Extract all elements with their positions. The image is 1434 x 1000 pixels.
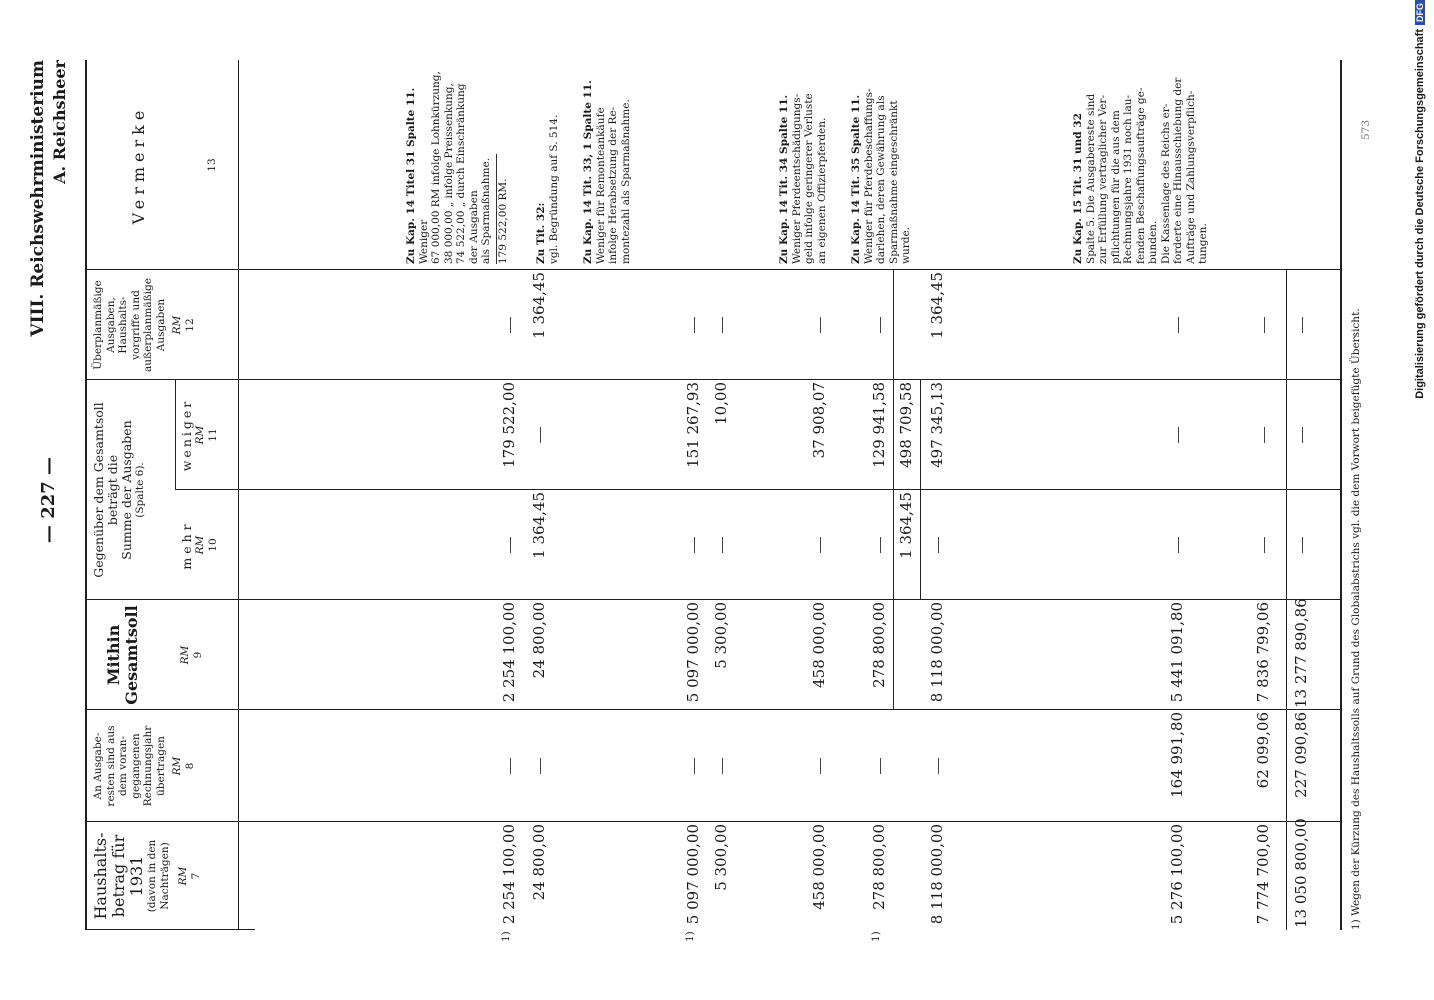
cell-col11 <box>1178 427 1179 443</box>
cell-col10 <box>694 537 695 553</box>
table-left-edge <box>85 929 255 930</box>
page-number: — 227 — <box>38 456 59 544</box>
cell-col10 <box>938 537 939 553</box>
group-sub-rule <box>175 380 176 490</box>
cell-col10 <box>722 537 723 553</box>
cell-col12 <box>1178 317 1179 333</box>
remark-kap14-tit34: Zu Kap. 14 Tit. 34 Spalte 11. Weniger Pferdeentschädigungs- geld infolge geringerer Verluste an eigenen Offizierpferden. <box>778 93 828 264</box>
cell-col8: 62 099,06 <box>1254 712 1272 789</box>
total-col11 <box>1302 427 1303 443</box>
section-title: A. Reichsheer <box>50 60 69 184</box>
cell-col9: 5 097 000,00 <box>684 602 702 703</box>
table-bottom-rule <box>1340 60 1342 930</box>
header-group: Gegenüber dem Gesamtsoll beträgt die Summe der Ausgaben (Spalte 6). <box>91 402 146 578</box>
cell-col8 <box>722 758 723 774</box>
cell-col10 <box>880 537 881 553</box>
remark-tit32: Zu Tit. 32: vgl. Begründung auf S. 514. <box>535 114 560 264</box>
cell-col11: 129 941,58 <box>870 382 888 468</box>
subtotal-rule-2 <box>920 380 921 600</box>
cell-col9: 5 441 091,80 <box>1168 602 1186 703</box>
total-rule <box>1286 270 1287 930</box>
cell-col12 <box>1264 317 1265 333</box>
remark-kap14-tit31: Zu Kap. 14 Titel 31 Spalte 11. Weniger 67 000,00 RM infolge Lohnkürzung, 38 000,00 „ infolge Preissenkung, 74 522,00 „ durch Einschränkung der Ausgaben als Sparmaßnahme. 179 522,00 RM. <box>405 71 509 264</box>
cell-col10 <box>510 537 511 553</box>
cell-col9: 278 800,00 <box>870 602 888 688</box>
cell-col12: 1 364,45 <box>928 272 946 339</box>
cell-col11: 179 522,00 <box>500 382 518 468</box>
col-divider <box>175 489 1340 490</box>
header-col11: weniger RM 11 <box>179 398 219 472</box>
cell-col9: 458 000,00 <box>810 602 828 688</box>
col-divider <box>85 269 1340 270</box>
cell-col8 <box>694 758 695 774</box>
footnote-mark: 1) <box>870 931 882 942</box>
cell-col7: 2 254 100,00 <box>500 824 518 925</box>
cell-col8 <box>540 758 541 774</box>
cell-col12 <box>694 317 695 333</box>
cell-col7: 278 800,00 <box>870 824 888 910</box>
cell-col9: 5 300,00 <box>712 602 730 669</box>
dfg-logo: DFG <box>1415 0 1425 25</box>
col-divider <box>85 599 1340 600</box>
cell-col7: 5 097 000,00 <box>684 824 702 925</box>
subtotal-col11: 498 709,58 <box>897 382 915 468</box>
cell-col11: 151 267,93 <box>684 382 702 468</box>
cell-col11 <box>1264 427 1265 443</box>
total-col10 <box>1302 537 1303 553</box>
cell-col11 <box>540 427 541 443</box>
total-col7: 13 050 800,00 <box>1292 818 1310 928</box>
header-col13: Vermerke 13 <box>129 105 218 225</box>
cell-col7: 7 774 700,00 <box>1254 824 1272 925</box>
col-divider <box>85 709 1340 710</box>
header-col8: An Ausgabe- resten sind aus dem voran- gegangenen Rechnungsjahr übertragen RM 8 <box>92 725 196 807</box>
cell-col10 <box>1178 537 1179 553</box>
chapter-title: VIII. Reichswehrministerium <box>28 60 48 337</box>
col-divider <box>85 379 1340 380</box>
cell-col8 <box>880 758 881 774</box>
digitization-credit: Digitalisierung gefördert durch die Deutsche ForschungsgemeinschaftDFG <box>1414 0 1426 990</box>
total-col8: 227 090,86 <box>1292 712 1310 798</box>
cell-col9: 8 118 000,00 <box>928 602 946 703</box>
cell-col11: 37 908,07 <box>810 382 828 459</box>
total-col9: 13 277 890,86 <box>1292 598 1310 708</box>
cell-col9: 7 836 799,06 <box>1254 602 1272 703</box>
cell-col7: 8 118 000,00 <box>928 824 946 925</box>
cell-col12 <box>722 317 723 333</box>
cell-col7: 24 800,00 <box>530 824 548 901</box>
remark-kap14-tit35: Zu Kap. 14 Tit. 35 Spalte 11. Weniger für Pferdebeschaffungs- darlehen, deren Gewährung als Sparmaßnahme eingeschränkt wurde. <box>850 88 912 264</box>
header-col9: Mithin Gesamtsoll RM 9 <box>104 605 204 705</box>
cell-col7: 458 000,00 <box>810 824 828 910</box>
cell-col9: 2 254 100,00 <box>500 602 518 703</box>
cell-col7: 5 300,00 <box>712 824 730 891</box>
cell-col10 <box>820 537 821 553</box>
cell-col10: 1 364,45 <box>530 492 548 559</box>
subtotal-rule <box>893 270 894 710</box>
cell-col8: 164 991,80 <box>1168 712 1186 798</box>
header-bottom-rule <box>238 60 239 930</box>
header-col10: mehr RM 10 <box>179 520 219 570</box>
cell-col9: 24 800,00 <box>530 602 548 679</box>
cell-col10 <box>1264 537 1265 553</box>
cell-col8 <box>820 758 821 774</box>
cell-col7: 5 276 100,00 <box>1168 824 1186 925</box>
header-col12: Überplanmäßige Ausgaben, Haushalts- vorgriffe und außerplanmäßige Ausgaben RM 12 <box>92 278 196 372</box>
cell-col11: 497 345,13 <box>928 382 946 468</box>
header-col7: Haushalts- betrag für 1931 (davon in den Nachträgen) RM 7 <box>91 832 202 920</box>
footnote: 1) Wegen der Kürzung des Haushaltssolls auf Grund des Globalabstrichs vgl. die dem Vorwort beigefügte Übersicht. <box>1350 308 1362 930</box>
remark-kap15-tit31-32: Zu Kap. 15 Tit. 31 und 32 Spalte 5. Die Ausgabereste sind zur Erfüllung vertraglicher Ver- pflichtungen für die aus dem Rechnungsjahre 1931 noch lau- fenden Beschaffungsaufträge ge- bunden. Die Kassenlage des Reichs er- forderte eine Hinausschiebung der Aufträge und Zahlungsverpflich- tungen. <box>1072 77 1209 264</box>
total-col12 <box>1302 317 1303 333</box>
cell-col8 <box>938 758 939 774</box>
subtotal-col10: 1 364,45 <box>897 492 915 559</box>
cell-col12 <box>510 317 511 333</box>
cell-col11: 10,00 <box>712 382 730 425</box>
table-top-rule <box>85 60 87 930</box>
footnote-mark: 1) <box>684 931 696 942</box>
cell-col12 <box>820 317 821 333</box>
cell-col12 <box>880 317 881 333</box>
col-divider <box>85 821 1340 822</box>
page-stamp: 573 <box>1360 119 1372 140</box>
footnote-mark: 1) <box>500 931 512 942</box>
cell-col8 <box>510 758 511 774</box>
remark-kap14-tit33: Zu Kap. 14 Tit. 33, 1 Spalte 11. Weniger für Remonteankäufe infolge Herabsetzung der Re- montezahl als Sparmaßnahme. <box>582 80 632 264</box>
cell-col12: 1 364,45 <box>530 272 548 339</box>
